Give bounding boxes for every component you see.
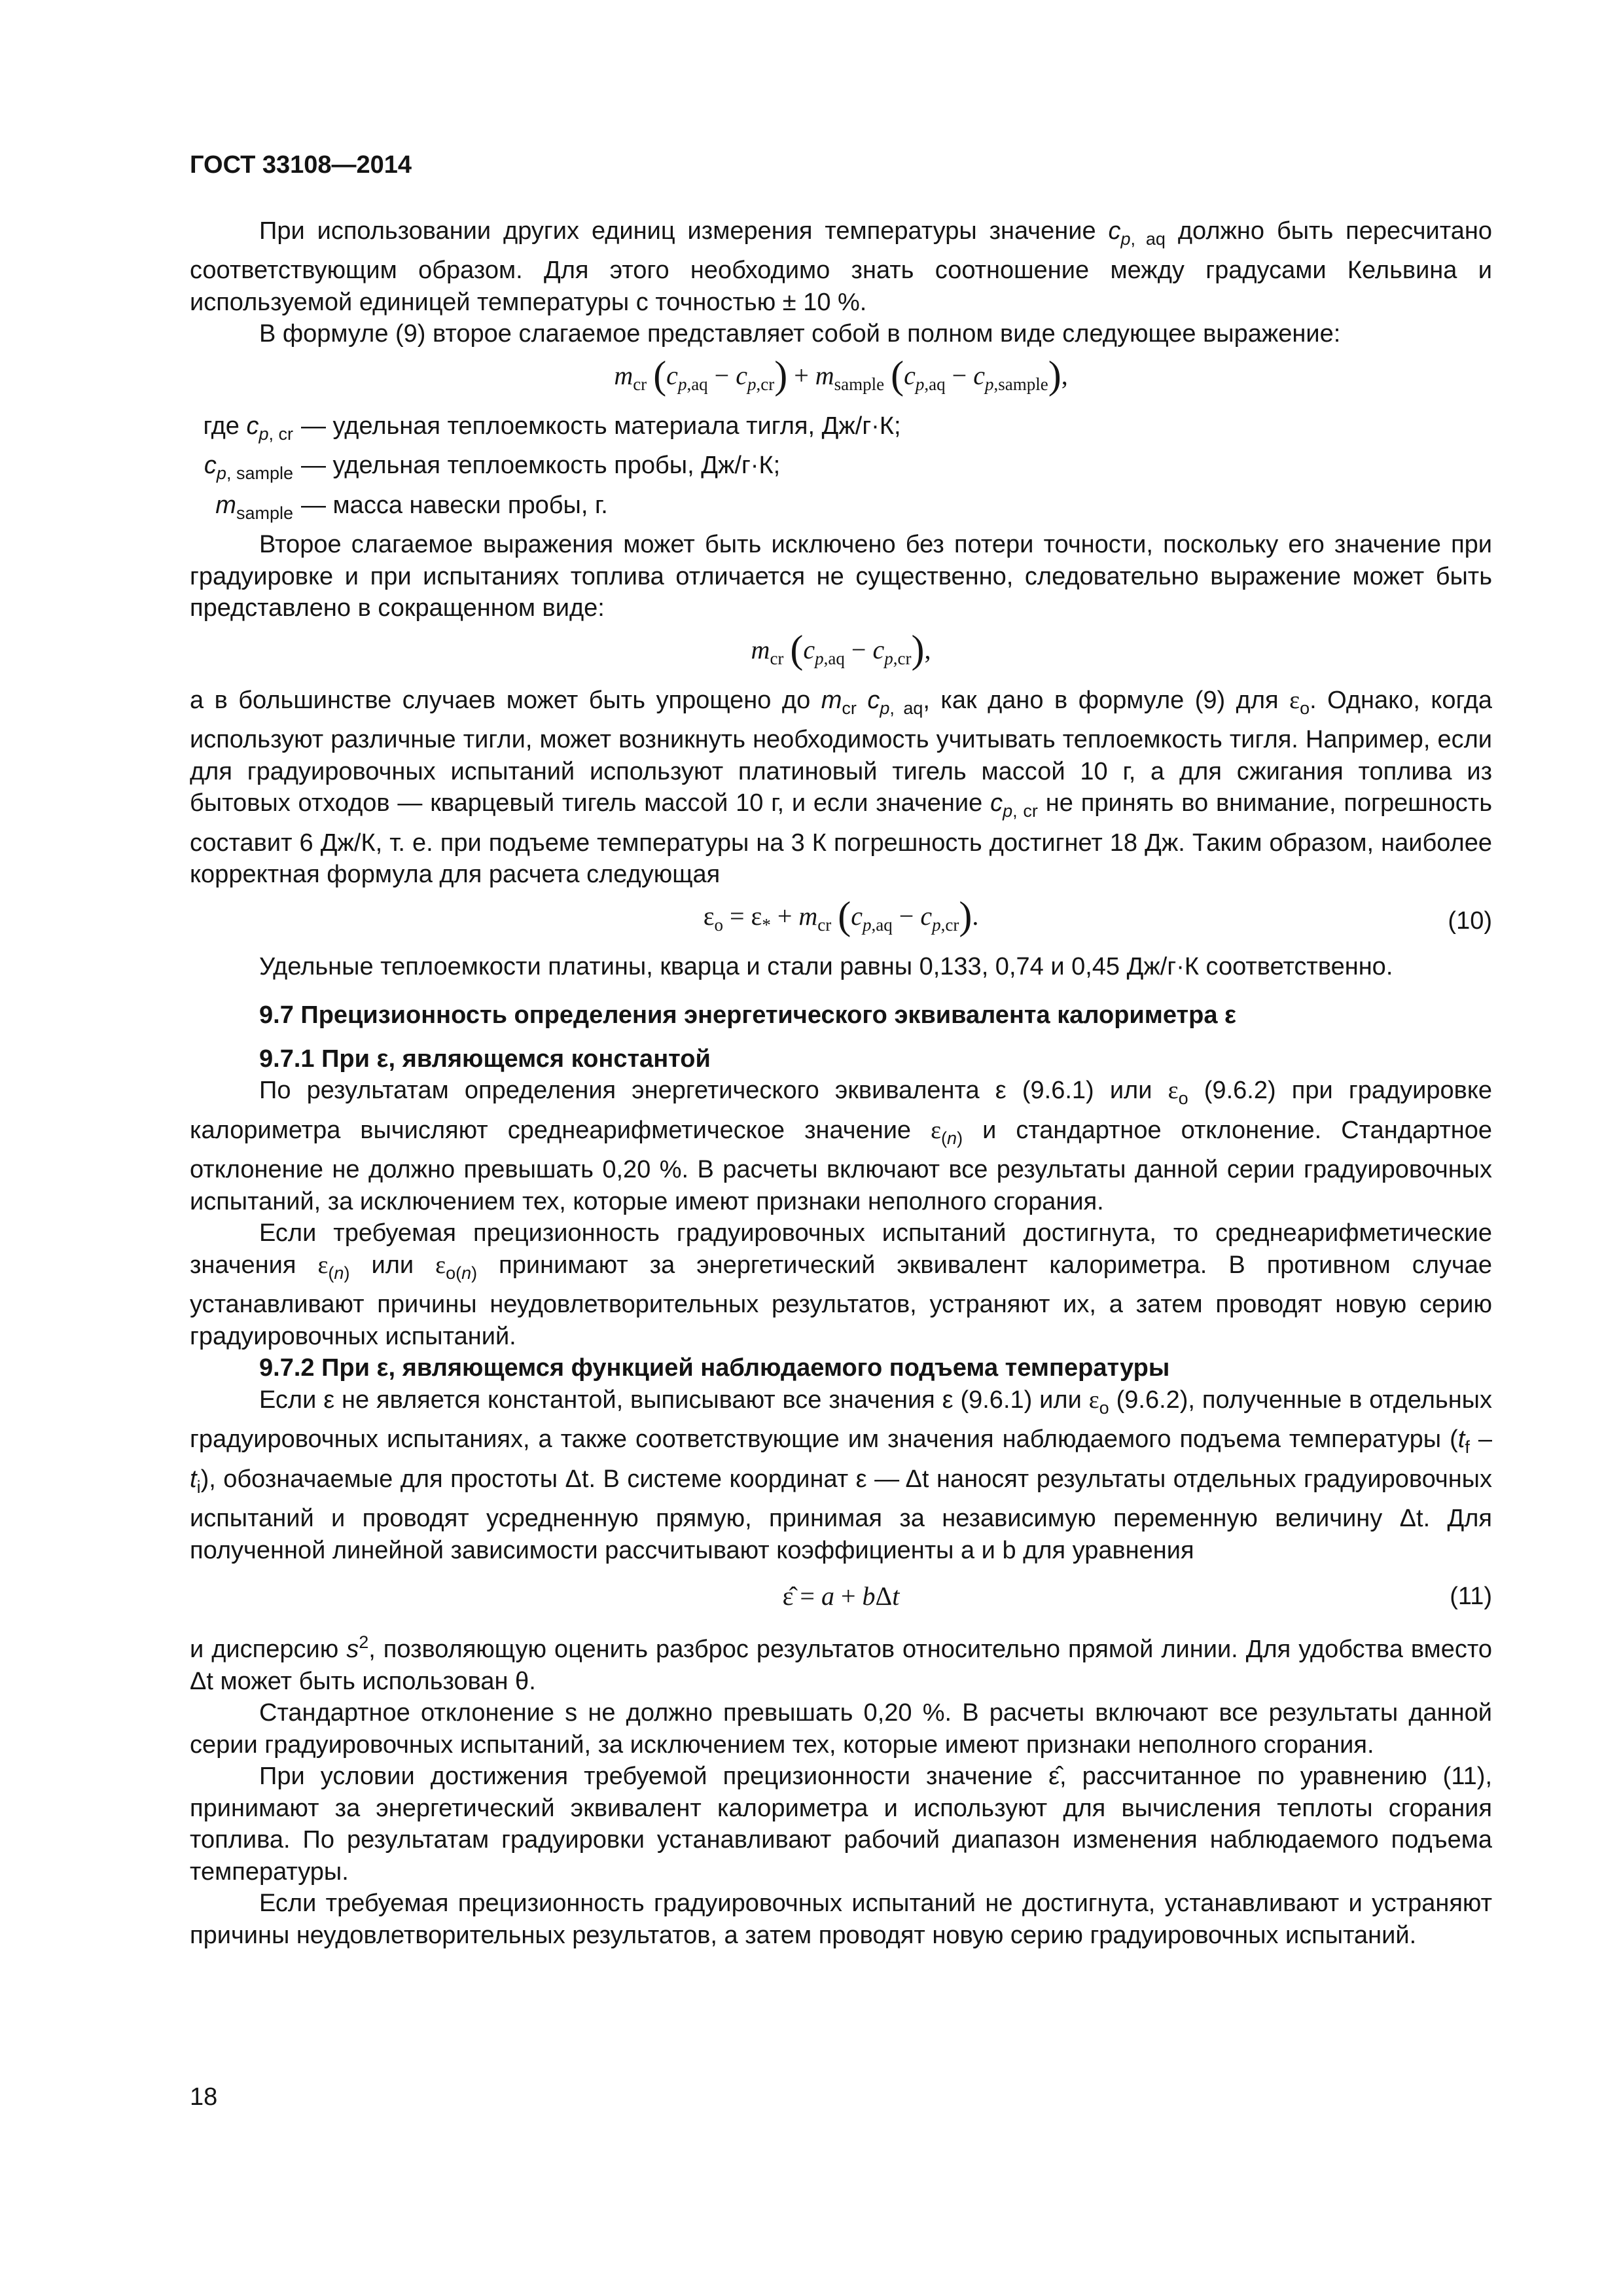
formula-short-expression [190,624,1492,685]
paragraph-precision-achieved: Если требуемая прецизионность градуировочных испытаний достигнута, то среднеарифметические значения $\varepsilon_{(n)}$ или $\varepsilon_{o(n)}$ принимают за энергетический эквивалент калориметра. В противном случае устанавливают причины неудовлетворительных результатов, устраняют их, а затем проводят новую серию градуировочных испытаний. [190,1219,1493,1350]
page-number: 18 [190,2083,218,2111]
where-list [190,410,1492,529]
paragraph-dispersion: и дисперсию $s^2$, позволяющую оценить разброс результатов относительно прямой линии. Для удобства вместо Δt может быть использован θ. [190,1632,1492,1695]
where-symbol: $c_{p, sample}$ [204,452,293,483]
where-item [190,450,1492,490]
document-header: ГОСТ 33108—2014 [190,151,412,179]
formula-10: $\varepsilon_o = \varepsilon_* + m_{cr}$ $(c_{p,aq} - c_{p,cr})$. [703,894,979,938]
paragraph-units-conversion: При использовании других единиц измерения температуры значение $c_{p, aq}$ должно быть пересчитано соответствующим образом. Для этого необходимо знать соотношение между градусами Кельвина и используемой единицей температуры с точностью ± 10 %. [190,217,1492,316]
paragraph-specific-heats: Удельные теплоемкости платины, кварца и стали равны 0,133, 0,74 и 0,45 Дж/г·К соответственно. [259,952,1393,980]
formula-11: ε̂ = a + bΔt [782,1581,900,1611]
paragraph-precision-use: При условии достижения требуемой прецизионности значение ε̂, рассчитанное по уравнению (11), принимают за энергетический эквивалент калориметра и используют для вычисления теплоты сгорания топлива. По результатам градуировки устанавливают рабочий диапазон изменения наблюдаемого подъема температуры. [190,1763,1492,1886]
paragraph-simplification: Второе слагаемое выражения может быть исключено без потери точности, поскольку его значение при градуировке и при испытаниях топлива отличается не существенно, следовательно выражение может быть представлено в сокращенном виде: [190,531,1492,622]
section-heading-9-7-2: 9.7.2 При ε, являющемся функцией наблюдаемого подъема температуры [259,1354,1170,1382]
where-item [190,490,1492,529]
paragraph-formula9-intro: В формуле (9) второе слагаемое представляет собой в полном виде следующее выражение: [259,320,1341,348]
paragraph-crucible-example: а в большинстве случаев может быть упрощено до $m_{cr}$ $c_{p, aq}$, как дано в формуле (9) для $\varepsilon_o$. Однако, когда используют различные тигли, может возникнуть необходимость учитывать теплоемкость тигля. Например, если для градуировочных испытаний используют платиновый тигель массой 10 г, а для сжигания топлива из бытовых отходов — кварцевый тигель массой 10 г, и если значение $c_{p, cr}$ не принять во внимание, погрешность составит 6 Дж/К, т. е. при подъеме температуры на 3 К погрешность достигнет 18 Дж. Таким образом, наиболее корректная формула для расчета следующая [190,686,1493,888]
where-description: — удельная теплоемкость материала тигля, Дж/г·К; [301,412,901,440]
formula-1: $m_{cr}$ $(c_{p,aq} - c_{p,cr}) + m_{sample}$ $(c_{p,aq} - c_{p,sample})$, [614,353,1068,397]
formula-10-row [190,891,1492,951]
paragraph-precision-not-achieved: Если требуемая прецизионность градуировочных испытаний не достигнута, устанавливают и устраняют причины неудовлетворительных результатов, а затем проводят новую серию градуировочных испытаний. [190,1890,1492,1949]
where-item [190,410,1492,450]
formula-2: $m_{cr}$ $(c_{p,aq} - c_{p,cr})$, [751,628,931,672]
where-description: — удельная теплоемкость пробы, Дж/г·К; [301,452,781,479]
where-description: — масса навески пробы, г. [301,491,608,519]
formula-full-expression [190,350,1492,410]
paragraph-constant-epsilon: По результатам определения энергетического эквивалента ε (9.6.1) или $\varepsilon_o$ (9.6.2) при градуировке калориметра вычисляют среднеарифметическое значение $\varepsilon_{(n)}$ и стандартное отклонение. Стандартное отклонение не должно превышать 0,20 %. В расчеты включают все результаты данной серии градуировочных испытаний, за исключением тех, которые имеют признаки неполного сгорания. [190,1077,1493,1215]
paragraph-standard-deviation: Стандартное отклонение s не должно превышать 0,20 %. В расчеты включают все результаты данной серии градуировочных испытаний, за исключением тех, которые имеют признаки неполного сгорания. [190,1699,1492,1759]
section-heading-9-7-1: 9.7.1 При ε, являющемся константой [259,1045,711,1073]
equation-number: (11) [1450,1582,1492,1610]
where-symbol: где $c_{p, cr}$ [203,412,293,444]
where-symbol: $m_{sample}$ [215,491,293,523]
paragraph-function-epsilon: Если ε не является константой, выписывают все значения ε (9.6.1) или $\varepsilon_o$ (9.6.2), полученные в отдельных градуировочных испытаниях, а также соответствующие им значения наблюдаемого подъема температуры $(t_f - t_i)$, обозначаемые для простоты Δt. В системе координат ε — Δt наносят результаты отдельных градуировочных испытаний и проводят усредненную прямую, принимая за независимую переменную величину Δt. Для полученной линейной зависимости рассчитывают коэффициенты a и b для уравнения [190,1386,1492,1564]
section-heading-9-7: 9.7 Прецизионность определения энергетического эквивалента калориметра ε [259,1001,1237,1029]
formula-11-row [190,1566,1492,1626]
equation-number: (10) [1448,906,1492,935]
